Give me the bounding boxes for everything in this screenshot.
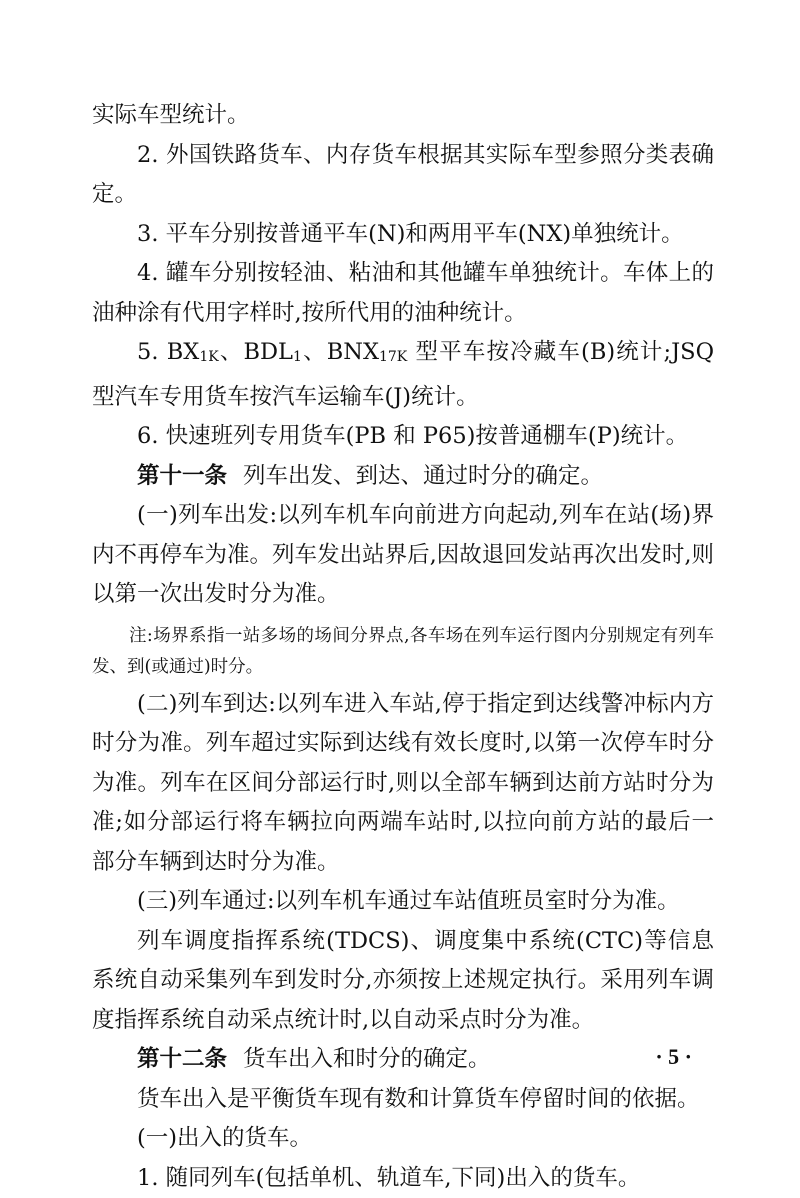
p5-sub-c: 17K: [379, 349, 407, 365]
p5-sub-a: 1K: [199, 349, 218, 365]
paragraph-section-1: (一)出入的货车。: [92, 1119, 714, 1159]
paragraph-tdcs: 列车调度指挥系统(TDCS)、调度集中系统(CTC)等信息系统自动采集列车到发时分,亦须按上述规定执行。采用列车调度指挥系统自动采点统计时,以自动采点时分为准。: [92, 922, 714, 1041]
paragraph-item-4: 4. 罐车分别按轻油、粘油和其他罐车单独统计。车体上的油种涂有代用字样时,按所代用的油种统计。: [92, 254, 714, 333]
paragraph-item-3: 3. 平车分别按普通平车(N)和两用平车(NX)单独统计。: [92, 215, 714, 255]
article-12-title: 货车出入和时分的确定。: [243, 1046, 491, 1072]
p5-text-a: 5. BX: [137, 339, 199, 365]
article-11: [92, 457, 714, 497]
paragraph-item-2: 2. 外国铁路货车、内存货车根据其实际车型参照分类表确定。: [92, 136, 714, 215]
paragraph-wagon-balance: 货车出入是平衡货车现有数和计算货车停留时间的依据。: [92, 1080, 714, 1120]
article-12: [92, 1040, 714, 1080]
paragraph-continuation: 实际车型统计。: [92, 96, 714, 136]
paragraph-passing: (三)列车通过:以列车机车通过车站值班员室时分为准。: [92, 882, 714, 922]
paragraph-departure: (一)列车出发:以列车机车向前进方向起动,列车在站(场)界内不再停车为准。列车发出站界后,因故退回发站再次出发时,则以第一次出发时分为准。: [92, 496, 714, 615]
paragraph-item-6: 6. 快速班列专用货车(PB 和 P65)按普通棚车(P)统计。: [92, 417, 714, 457]
p5-text-b: 、BDL: [219, 339, 293, 365]
paragraph-item-5: [92, 333, 714, 417]
article-11-heading: 第十一条: [137, 463, 227, 489]
article-11-title: 列车出发、到达、通过时分的确定。: [243, 463, 603, 489]
note-paragraph: 注:场界系指一站多场的场间分界点,各车场在列车运行图内分别规定有列车发、到(或通过)时分。: [92, 621, 714, 683]
page-number: · 5 ·: [655, 1044, 692, 1070]
p5-text-d: 型平车按冷藏车(B)统计;JSQ 型汽车专用货车按汽车运输车(J)统计。: [92, 339, 714, 410]
p5-text-c: 、BNX: [302, 339, 379, 365]
document-body: [92, 96, 714, 1198]
paragraph-arrival: (二)列车到达:以列车进入车站,停于指定到达线警冲标内方时分为准。列车超过实际到达线有效长度时,以第一次停车时分为准。列车在区间分部运行时,则以全部车辆到达前方站时分为准;如分部运行将车辆拉向两端车站时,以拉向前方站的最后一部分车辆到达时分为准。: [92, 685, 714, 883]
p5-sub-b: 1: [293, 349, 302, 365]
article-12-heading: 第十二条: [137, 1046, 227, 1072]
paragraph-item-1: 1. 随同列车(包括单机、轨道车,下同)出入的货车。: [92, 1159, 714, 1198]
